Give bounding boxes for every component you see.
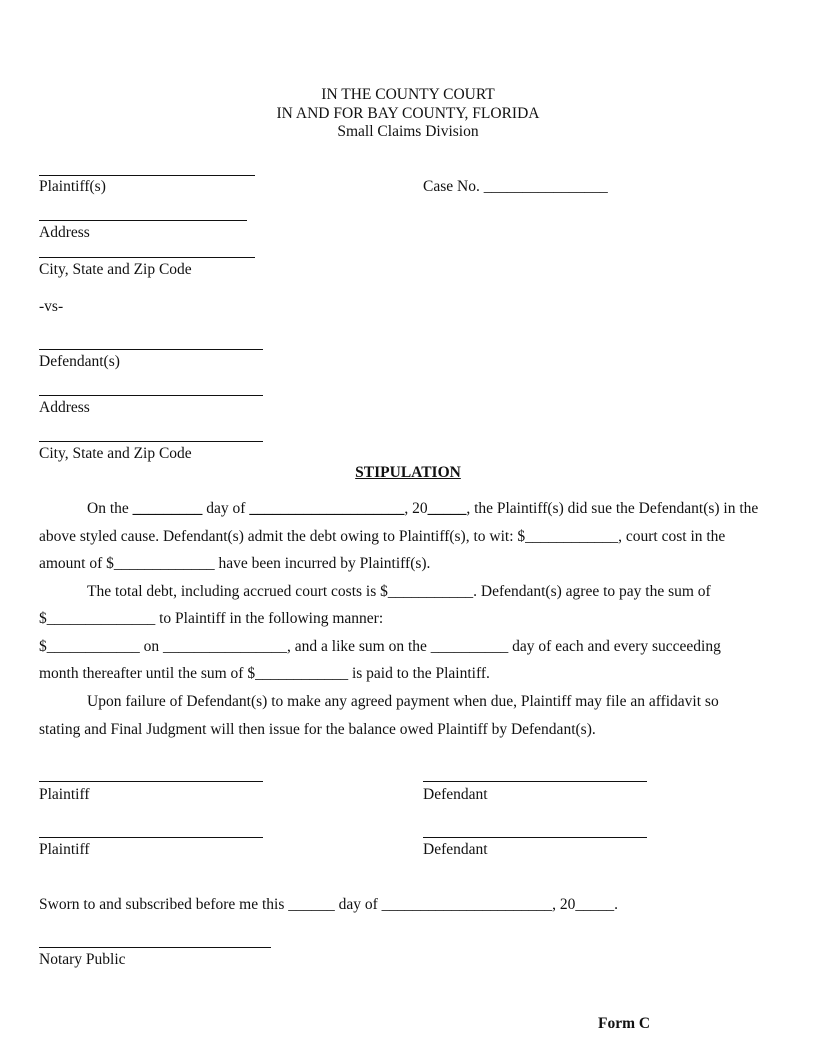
defendant-city-label: City, State and Zip Code — [39, 445, 192, 462]
notary-public-label: Notary Public — [39, 951, 126, 968]
plaintiff-signature-label-2: Plaintiff — [39, 841, 90, 858]
month-blank[interactable]: ____________________ — [249, 500, 405, 517]
paragraph-2-line-1: The total debt, including accrued court costs is $___________. Defendant(s) agree to pay the sum of — [87, 583, 711, 600]
document-title: STIPULATION — [355, 464, 461, 481]
defendant-address-label: Address — [39, 399, 90, 416]
sworn-statement[interactable]: Sworn to and subscribed before me this ______ day of ______________________, 20_____. — [39, 896, 619, 913]
p1-text-c: , 20 — [404, 500, 428, 517]
plaintiff-city-label: City, State and Zip Code — [39, 261, 192, 278]
defendant-signature-label-1: Defendant — [423, 786, 488, 803]
paragraph-1-line-2: above styled cause. Defendant(s) admit the debt owing to Plaintiff(s), to wit: $____________, court cost in the — [39, 528, 726, 545]
court-name-line: IN THE COUNTY COURT — [321, 86, 495, 103]
defendant-name-line[interactable] — [39, 349, 263, 350]
plaintiff-signature-line-1[interactable] — [39, 781, 263, 782]
defendant-label: Defendant(s) — [39, 353, 120, 370]
paragraph-1-line-3: amount of $_____________ have been incurred by Plaintiff(s). — [39, 555, 431, 572]
paragraph-2-line-4: month thereafter until the sum of $____________ is paid to the Plaintiff. — [39, 665, 490, 682]
county-line: IN AND FOR BAY COUNTY, FLORIDA — [276, 105, 540, 122]
day-blank[interactable]: _________ — [132, 500, 203, 517]
year-blank[interactable]: _____ — [427, 500, 467, 517]
plaintiff-name-line[interactable] — [39, 175, 255, 176]
paragraph-2-line-3: $____________ on ________________, and a like sum on the __________ day of each and every succeeding — [39, 638, 721, 655]
defendant-signature-label-2: Defendant — [423, 841, 488, 858]
plaintiff-address-label: Address — [39, 224, 90, 241]
plaintiff-label: Plaintiff(s) — [39, 178, 106, 195]
defendant-address-line[interactable] — [39, 395, 263, 396]
plaintiff-address-line[interactable] — [39, 220, 247, 221]
paragraph-3-line-2: stating and Final Judgment will then issue for the balance owed Plaintiff by Defendant(s). — [39, 721, 596, 738]
plaintiff-signature-line-2[interactable] — [39, 837, 263, 838]
plaintiff-signature-label-1: Plaintiff — [39, 786, 90, 803]
division-line: Small Claims Division — [337, 123, 479, 140]
versus-label: -vs- — [39, 298, 64, 315]
form-identifier: Form C — [598, 1015, 651, 1032]
notary-signature-line[interactable] — [39, 947, 271, 948]
p1-text-b: day of — [202, 500, 250, 517]
p1-text-a: On the — [87, 500, 133, 517]
paragraph-3-line-1: Upon failure of Defendant(s) to make any agreed payment when due, Plaintiff may file an affidavit so — [87, 693, 719, 710]
paragraph-1-line-1 — [87, 500, 816, 518]
defendant-signature-line-1[interactable] — [423, 781, 647, 782]
plaintiff-city-line[interactable] — [39, 257, 255, 258]
case-number-field[interactable]: Case No. ________________ — [423, 178, 608, 195]
defendant-city-line[interactable] — [39, 441, 263, 442]
defendant-signature-line-2[interactable] — [423, 837, 647, 838]
p1-text-d: , the Plaintiff(s) did sue the Defendant(s) in the — [466, 500, 759, 517]
paragraph-2-line-2: $______________ to Plaintiff in the following manner: — [39, 610, 384, 627]
